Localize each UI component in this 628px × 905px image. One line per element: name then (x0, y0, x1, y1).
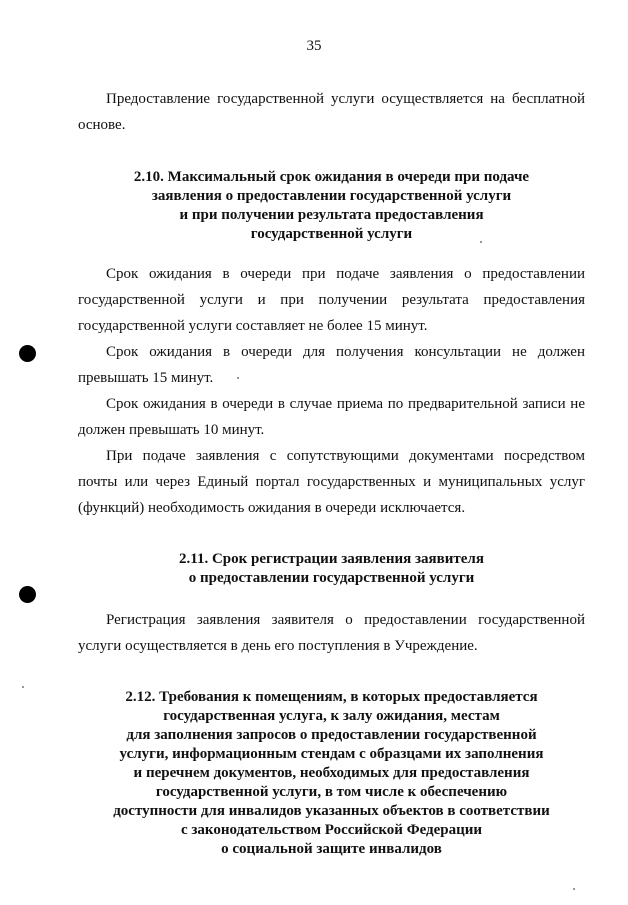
scan-speck (237, 377, 239, 379)
heading-line: 2.10. Максимальный срок ожидания в очереди при подаче (133, 169, 530, 185)
heading-line: для заполнения запросов о предоставлении государственной (126, 727, 537, 743)
binder-hole-mark (19, 586, 36, 603)
heading-2-12 (78, 688, 585, 859)
paragraph-wait-time-consultation (78, 339, 585, 391)
heading-line: услуги, информационным стендам с образцами их заполнения (119, 746, 544, 762)
paragraph-text: Регистрация заявления заявителя о предоставлении государственной услуги осуществляется в день его поступления в Учреждение. (78, 612, 585, 654)
paragraph-text: Срок ожидания в очереди в случае приема по предварительной записи не должен превышать 10 минут. (78, 396, 585, 438)
paragraph-wait-time-appointment (78, 391, 585, 443)
heading-line: государственной услуги, в том числе к обеспечению (155, 784, 508, 800)
heading-line: с законодательством Российской Федерации (180, 822, 483, 838)
binder-hole-mark (19, 345, 36, 362)
scan-speck (480, 241, 482, 243)
scan-speck (22, 686, 24, 688)
heading-line: и перечнем документов, необходимых для предоставления (133, 765, 530, 781)
paragraph-text: Предоставление государственной услуги осуществляется на бесплатной основе. (78, 91, 585, 133)
heading-line: и при получении результата предоставления (179, 207, 484, 223)
paragraph-wait-time-submission (78, 261, 585, 339)
paragraph-no-wait-mail-portal (78, 443, 585, 521)
paragraph-text: Срок ожидания в очереди при подаче заявления о предоставлении государственной услуги и при получении результата предоставления государственной услуги составляет не более 15 минут. (78, 266, 585, 334)
scan-speck (573, 888, 575, 890)
paragraph-registration (78, 607, 585, 659)
heading-line: о предоставлении государственной услуги (188, 570, 475, 586)
paragraph-text: При подаче заявления с сопутствующими документами посредством почты или через Единый портал государственных и муниципальных услуг (функций) необходимость ожидания в очереди исключается. (78, 448, 585, 516)
paragraph-text: Срок ожидания в очереди для получения консультации не должен превышать 15 минут. (78, 344, 585, 386)
heading-2-10 (78, 168, 585, 244)
heading-line: 2.12. Требования к помещениям, в которых предоставляется (125, 689, 538, 705)
heading-2-11 (78, 550, 585, 588)
heading-line: государственной услуги (250, 226, 413, 242)
paragraph-free-service (78, 86, 585, 138)
page-number: 35 (306, 38, 322, 54)
heading-line: заявления о предоставлении государственной услуги (151, 188, 512, 204)
heading-line: о социальной защите инвалидов (221, 841, 442, 857)
heading-line: доступности для инвалидов указанных объектов в соответствии (113, 803, 550, 819)
heading-line: 2.11. Срок регистрации заявления заявителя (179, 551, 484, 567)
heading-line: государственная услуга, к залу ожидания, местам (163, 708, 500, 724)
